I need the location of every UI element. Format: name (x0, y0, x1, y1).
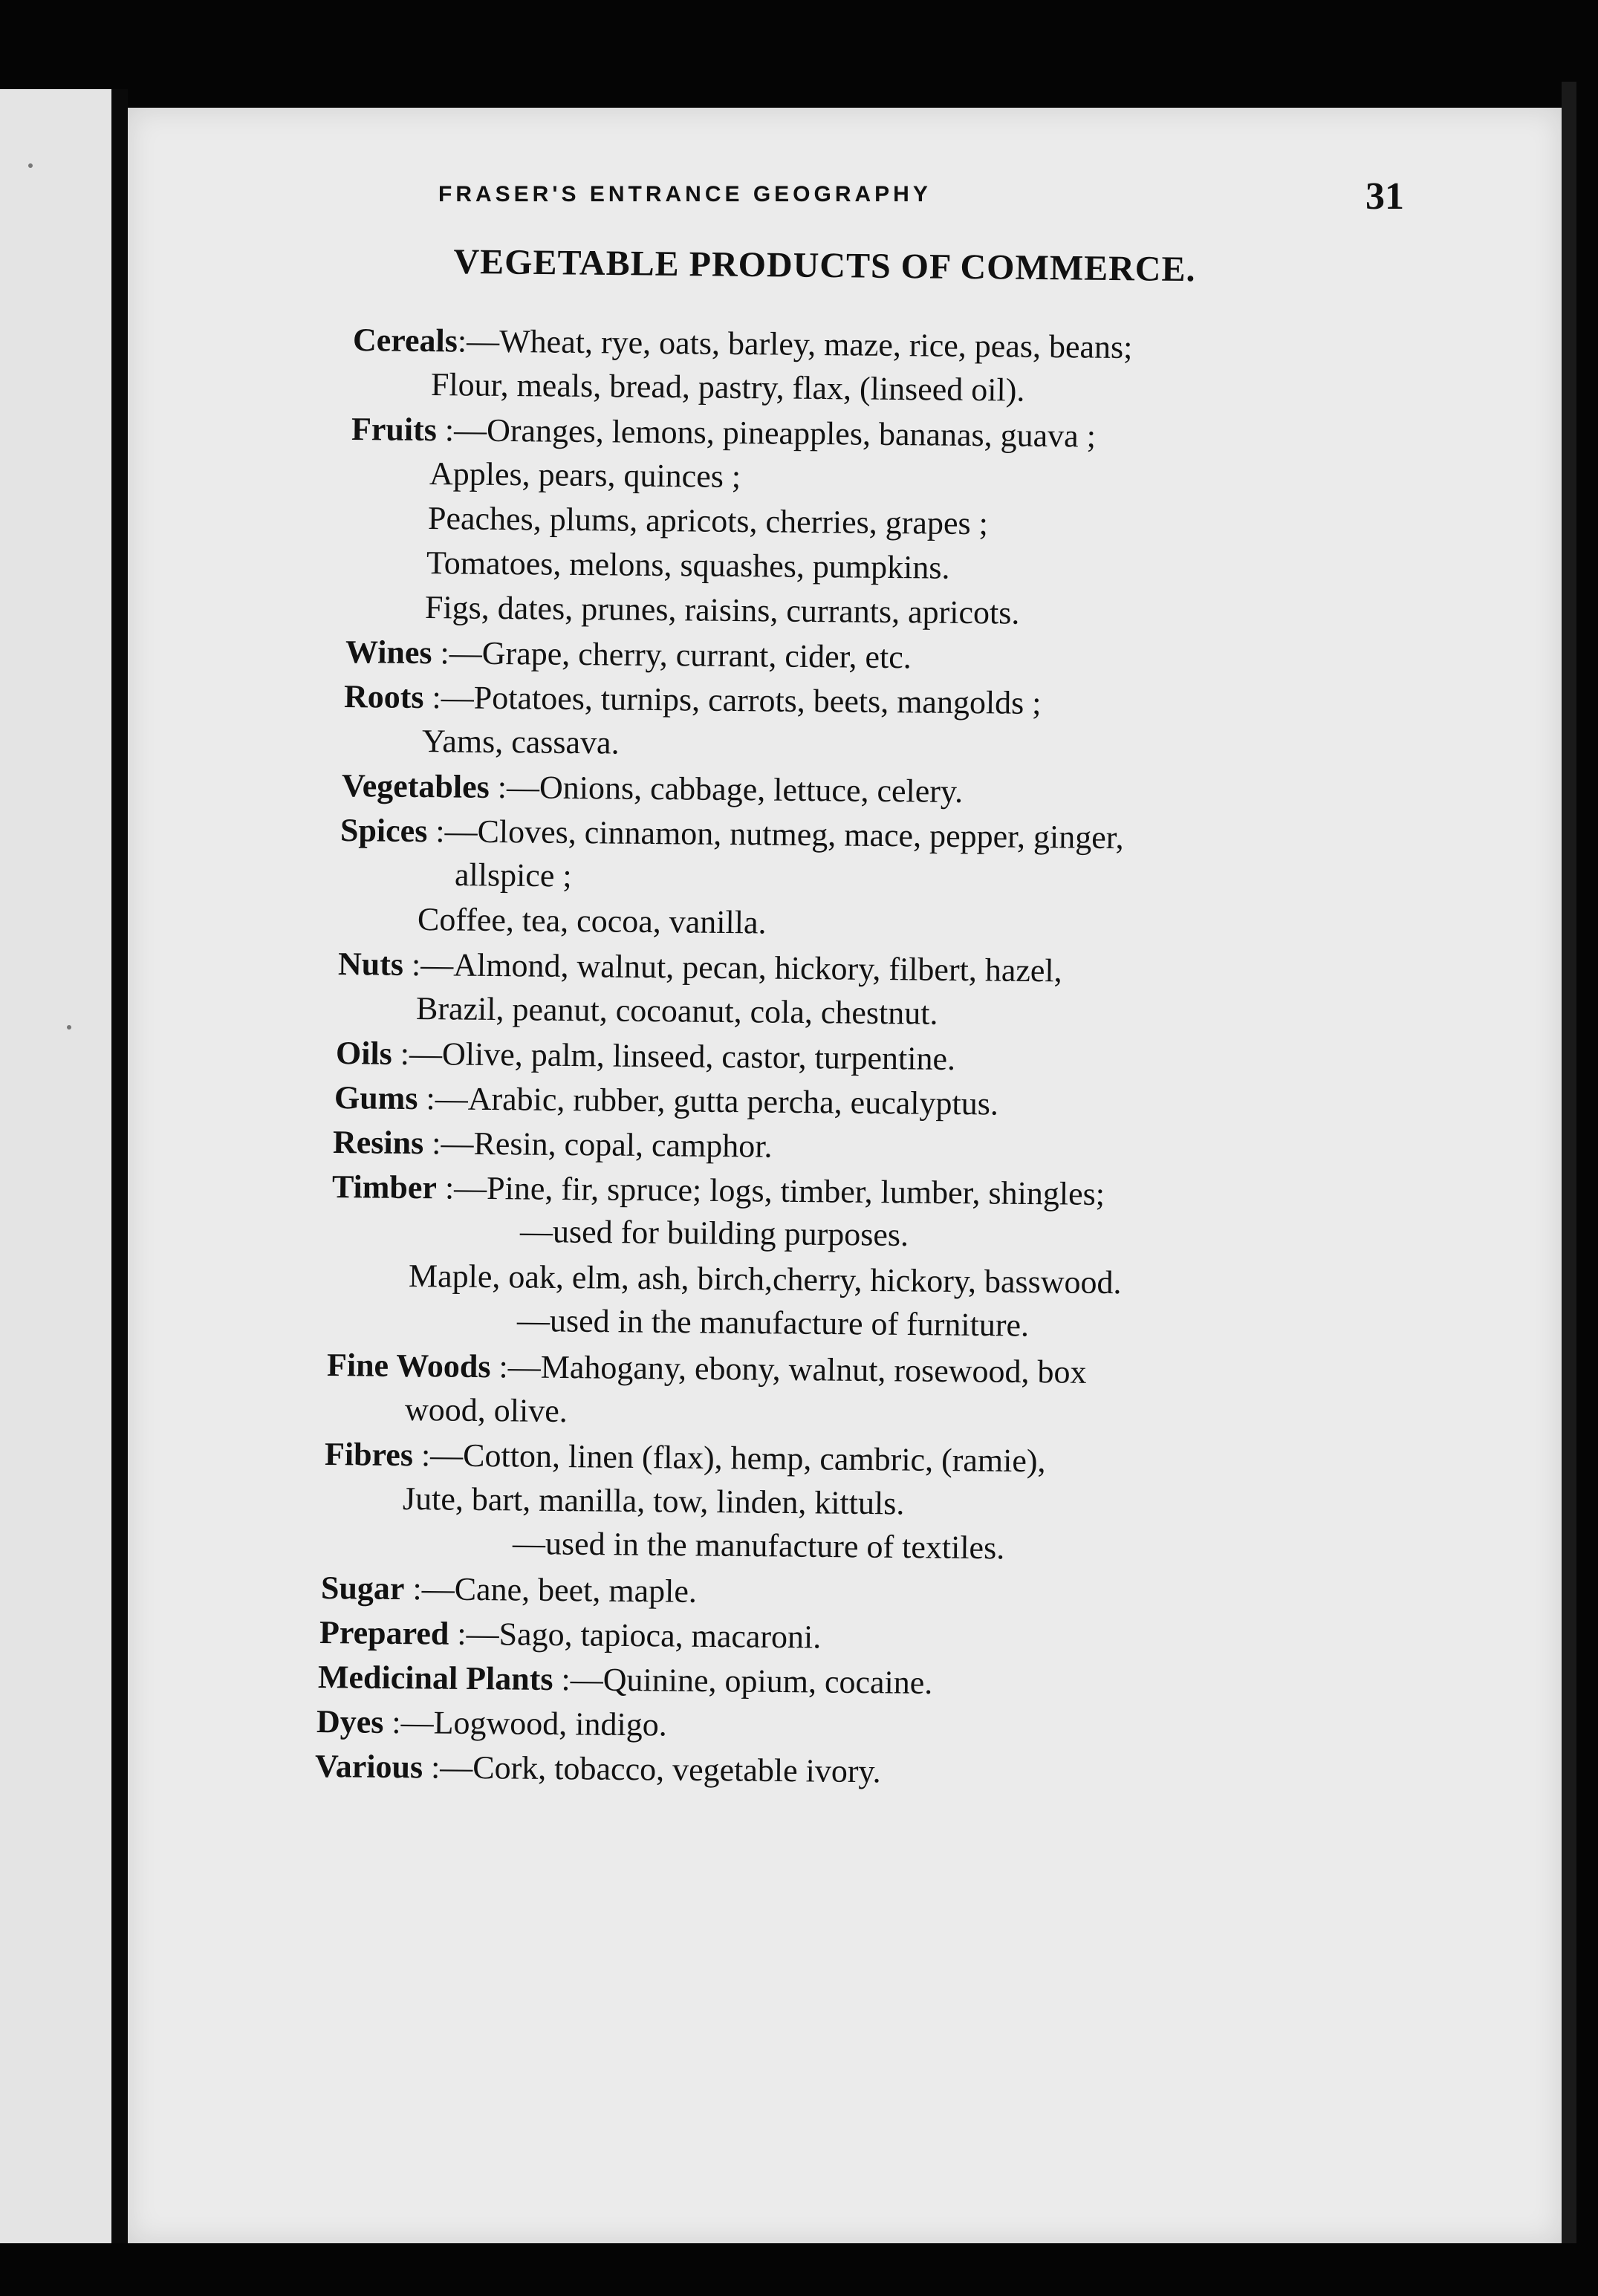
entry-line (431, 364, 1025, 412)
category-term: Vegetables (341, 767, 490, 805)
entry-line (428, 498, 988, 544)
entry-line: Fruits :—Oranges, lemons, pineapples, bananas, guava ; (351, 411, 1097, 455)
category-items: Figs, dates, prunes, raisins, currants, apricots. (424, 589, 1020, 631)
entry-line: Timber :—Pine, fir, spruce; logs, timber, lumber, shingles; (331, 1168, 1105, 1212)
category-items: Arabic, rubber, gutta percha, eucalyptus. (467, 1080, 999, 1122)
book-gutter (111, 89, 128, 2243)
category-items: Apples, pears, quinces ; (429, 455, 741, 495)
entry-line: Medicinal Plants :—Quinine, opium, cocaine. (317, 1659, 933, 1701)
entry-line: Sugar :—Cane, beet, maple. (320, 1570, 698, 1610)
category-items: Quinine, opium, cocaine. (603, 1661, 933, 1701)
entry-line: Vegetables :—Onions, cabbage, lettuce, celery. (341, 767, 964, 810)
entry-line (418, 899, 767, 944)
entry-line: Resins :—Resin, copal, camphor. (332, 1124, 773, 1165)
entry-line (403, 1478, 905, 1524)
category-items: allspice ; (454, 856, 572, 894)
category-term: Fruits (351, 411, 438, 449)
category-items: Potatoes, turnips, carrots, beets, mangolds ; (473, 679, 1042, 722)
category-items: Cotton, linen (flax), hemp, cambric, (ramie), (462, 1437, 1046, 1480)
category-items: —used in the manufacture of textiles. (512, 1525, 1005, 1567)
category-term: Wines (345, 634, 432, 671)
category-term: Resins (332, 1124, 424, 1162)
entry-line: Roots :—Potatoes, turnips, carrots, beets, mangolds ; (343, 678, 1042, 722)
category-items: Olive, palm, linseed, castor, turpentine. (441, 1035, 956, 1078)
entry-line (422, 721, 620, 764)
category-items: Almond, walnut, pecan, hickory, filbert, hazel, (453, 946, 1062, 989)
category-items: Maple, oak, elm, ash, birch,cherry, hickory, basswood. (408, 1258, 1122, 1301)
category-items: Jute, bart, manilla, tow, linden, kittuls. (402, 1480, 905, 1522)
category-items: Cork, tobacco, vegetable ivory. (472, 1749, 881, 1790)
category-items: Mahogany, ebony, walnut, rosewood, box (540, 1348, 1087, 1391)
entry-line: Various :—Cork, tobacco, vegetable ivory. (314, 1748, 881, 1790)
category-items: Brazil, peanut, cocoanut, cola, chestnut. (415, 990, 938, 1032)
page-header (438, 175, 1404, 234)
category-term: Sugar (320, 1570, 405, 1607)
entry-line (520, 1211, 909, 1256)
entry-line (416, 988, 938, 1035)
category-term: Timber (331, 1168, 438, 1206)
running-title: FRASER'S ENTRANCE GEOGRAPHY (438, 182, 932, 206)
entry-line (405, 1389, 568, 1432)
entry-line (425, 587, 1020, 634)
entry-line: Dyes :—Logwood, indigo. (316, 1703, 667, 1743)
category-term: Spices (340, 812, 428, 850)
category-term: Fibres (324, 1436, 414, 1474)
category-items: Yams, cassava. (421, 723, 620, 761)
category-term: Various (314, 1748, 423, 1786)
category-items: Oranges, lemons, pineapples, bananas, guava ; (486, 412, 1097, 455)
entry-line: Gums :—Arabic, rubber, gutta percha, eucalyptus. (334, 1079, 999, 1122)
paper-speck (67, 1025, 71, 1030)
section-title: VEGETABLE PRODUCTS OF COMMERCE. (453, 241, 1196, 290)
category-items: Coffee, tea, cocoa, vanilla. (417, 901, 767, 941)
category-term: Prepared (319, 1614, 449, 1652)
category-items: Pine, fir, spruce; logs, timber, lumber, shingles; (486, 1169, 1105, 1212)
category-items: Flour, meals, bread, pastry, flax, (linseed oil). (430, 366, 1025, 409)
entry-line: Fibres :—Cotton, linen (flax), hemp, cambric, (ramie), (324, 1436, 1046, 1480)
category-items: Sago, tapioca, macaroni. (498, 1616, 822, 1656)
category-items: Peaches, plums, apricots, cherries, grapes ; (427, 500, 989, 542)
page-edge-shadow (1562, 82, 1576, 2243)
category-term: Nuts (337, 946, 404, 983)
category-term: Oils (335, 1035, 393, 1072)
entry-line: Prepared :—Sago, tapioca, macaroni. (319, 1614, 822, 1656)
entry-line (513, 1523, 1005, 1569)
entry-line (409, 1255, 1122, 1304)
entry-line: Oils :—Olive, palm, linseed, castor, turpentine. (335, 1035, 956, 1078)
category-items: —used in the manufacture of furniture. (516, 1302, 1030, 1344)
entry-line: Spices :—Cloves, cinnamon, nutmeg, mace, pepper, ginger, (340, 812, 1124, 856)
entry-line (455, 854, 572, 897)
category-items: Cloves, cinnamon, nutmeg, mace, pepper, ginger, (477, 813, 1124, 856)
category-items: wood, olive. (404, 1391, 568, 1430)
category-term: Gums (334, 1079, 418, 1117)
entry-line (429, 453, 741, 498)
category-term: Fine Woods (326, 1347, 491, 1385)
entry-line: Wines :—Grape, cherry, currant, cider, etc. (345, 634, 912, 676)
category-term: Medicinal Plants (317, 1659, 553, 1698)
category-items: —used for building purposes. (519, 1213, 909, 1254)
category-term: Cereals (352, 322, 458, 360)
category-items: Tomatoes, melons, squashes, pumpkins. (426, 544, 950, 586)
entry-line (426, 542, 950, 589)
category-term: Dyes (316, 1703, 384, 1740)
category-items: Logwood, indigo. (433, 1704, 667, 1743)
page-number: 31 (1365, 175, 1404, 218)
entry-line: Nuts :—Almond, walnut, pecan, hickory, filbert, hazel, (337, 946, 1062, 989)
category-items: Onions, cabbage, lettuce, celery. (539, 769, 964, 810)
category-items: Cane, beet, maple. (454, 1570, 698, 1610)
category-items: Grape, cherry, currant, cider, etc. (481, 634, 912, 676)
category-term: Roots (343, 678, 424, 716)
entry-line: Fine Woods :—Mahogany, ebony, walnut, rosewood, box (326, 1347, 1087, 1391)
category-items: Wheat, rye, oats, barley, maze, rice, peas, beans; (498, 322, 1133, 366)
paper-speck (28, 163, 33, 168)
entry-line: Cereals:—Wheat, rye, oats, barley, maze, rice, peas, beans; (352, 322, 1133, 366)
entry-line (517, 1300, 1030, 1347)
facing-page-edge (0, 89, 111, 2243)
category-items: Resin, copal, camphor. (473, 1125, 773, 1165)
